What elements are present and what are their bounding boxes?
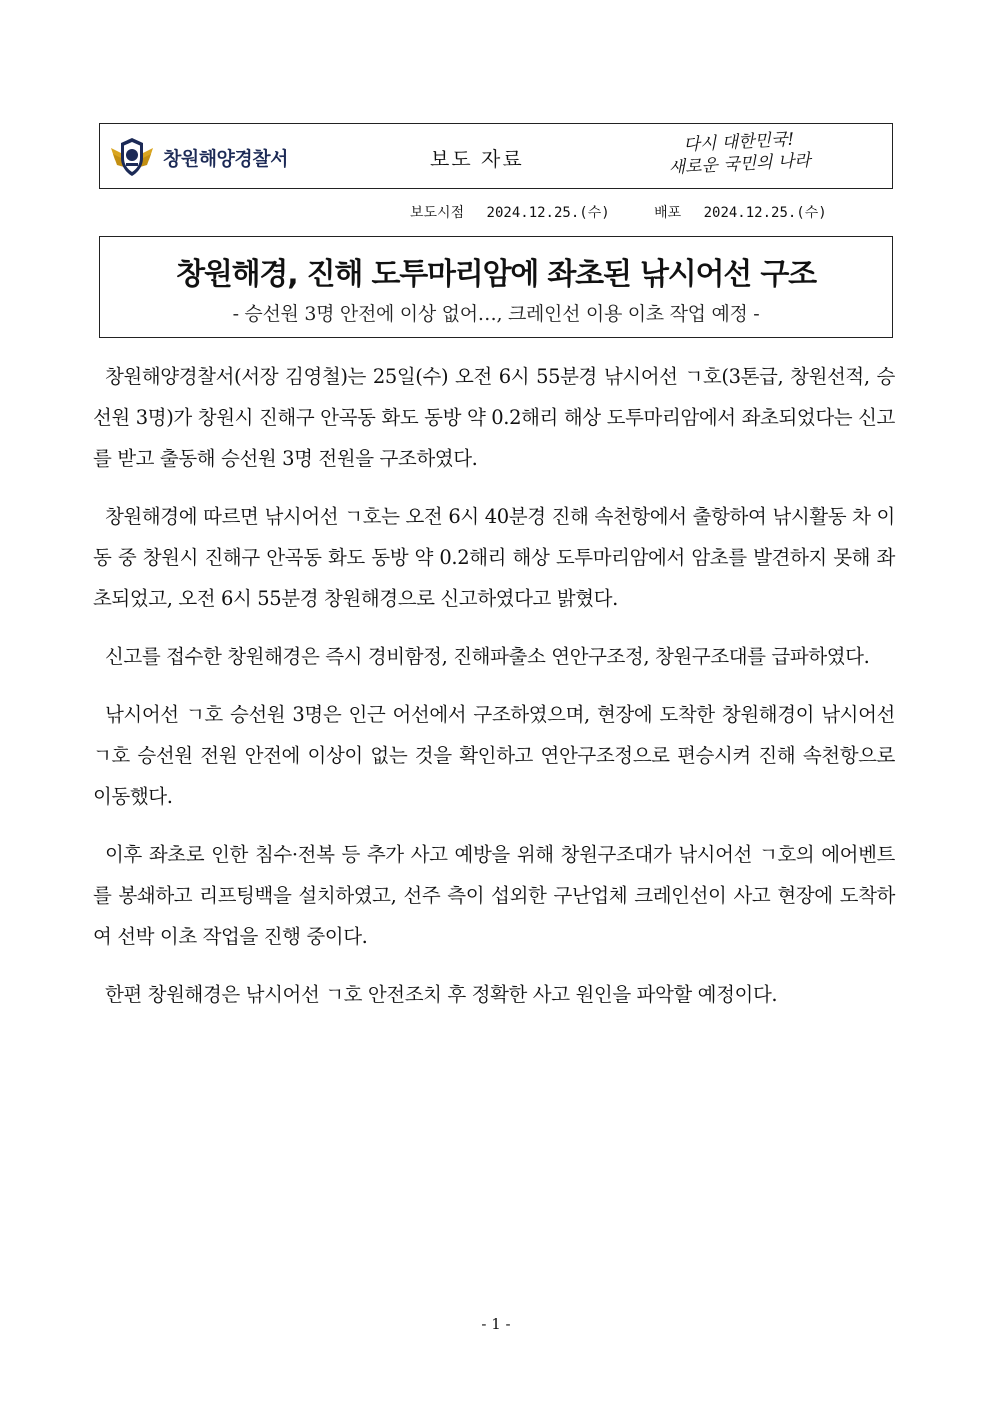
agency-logo (109, 134, 288, 180)
paragraph-1: 창원해양경찰서(서장 김영철)는 25일(수) 오전 6시 55분경 낚시어선 ㄱ호(3톤급, 창원선적, 승선원 3명)가 창원시 진해구 안곡동 화도 동방 약 0.2해리 해상 도투마리암에서 좌초되었다는 신고를 받고 출동해 승선원 3명 전원을 구조하였다. (93, 365, 895, 470)
release-meta (410, 202, 827, 222)
slogan-line-1: 다시 대한민국! (683, 129, 795, 156)
page-number: - 1 - (481, 1315, 511, 1333)
coast-guard-emblem-icon (109, 134, 155, 180)
title-box (99, 236, 893, 338)
paragraph-6: 한편 창원해경은 낚시어선 ㄱ호 안전조치 후 정확한 사고 원인을 파악할 예정이다. (105, 983, 778, 1006)
slogan (665, 125, 867, 179)
paragraph-5: 이후 좌초로 인한 침수·전복 등 추가 사고 예방을 위해 창원구조대가 낚시어선 ㄱ호의 에어벤트를 봉쇄하고 리프팅백을 설치하였고, 선주 측이 섭외한 구난업체 크레인선이 사고 현장에 도착하여 선박 이초 작업을 진행 중이다. (93, 843, 895, 948)
main-title: 창원해경, 진해 도투마리암에 좌초된 낚시어선 구조 (176, 257, 816, 292)
document-type: 보도 자료 (430, 147, 524, 171)
article-body (93, 356, 895, 1032)
agency-name: 창원해양경찰서 (163, 147, 288, 170)
paragraph-2: 창원해경에 따르면 낚시어선 ㄱ호는 오전 6시 40분경 진해 속천항에서 출항하여 낚시활동 차 이동 중 창원시 진해구 안곡동 화도 동방 약 0.2해리 해상 도투마리암에서 암초를 발견하지 못해 좌초되었고, 오전 6시 55분경 창원해경으로 신고하였다고 밝혔다. (93, 505, 895, 610)
sub-title: - 승선원 3명 안전에 이상 없어…, 크레인선 이용 이초 작업 예정 - (232, 303, 760, 325)
header-box (99, 123, 893, 189)
report-time-label: 보도시점 (410, 205, 465, 221)
slogan-line-2: 새로운 국민의 나라 (668, 150, 812, 179)
distribution-value: 2024.12.25.(수) (703, 205, 827, 221)
paragraph-3: 신고를 접수한 창원해경은 즉시 경비함정, 진해파출소 연안구조정, 창원구조대를 급파하였다. (105, 645, 870, 668)
distribution-label: 배포 (654, 205, 682, 221)
paragraph-4: 낚시어선 ㄱ호 승선원 3명은 인근 어선에서 구조하였으며, 현장에 도착한 창원해경이 낚시어선 ㄱ호 승선원 전원 안전에 이상이 없는 것을 확인하고 연안구조정으로 편승시켜 진해 속천항으로 이동했다. (93, 703, 895, 808)
report-time-value: 2024.12.25.(수) (486, 205, 610, 221)
